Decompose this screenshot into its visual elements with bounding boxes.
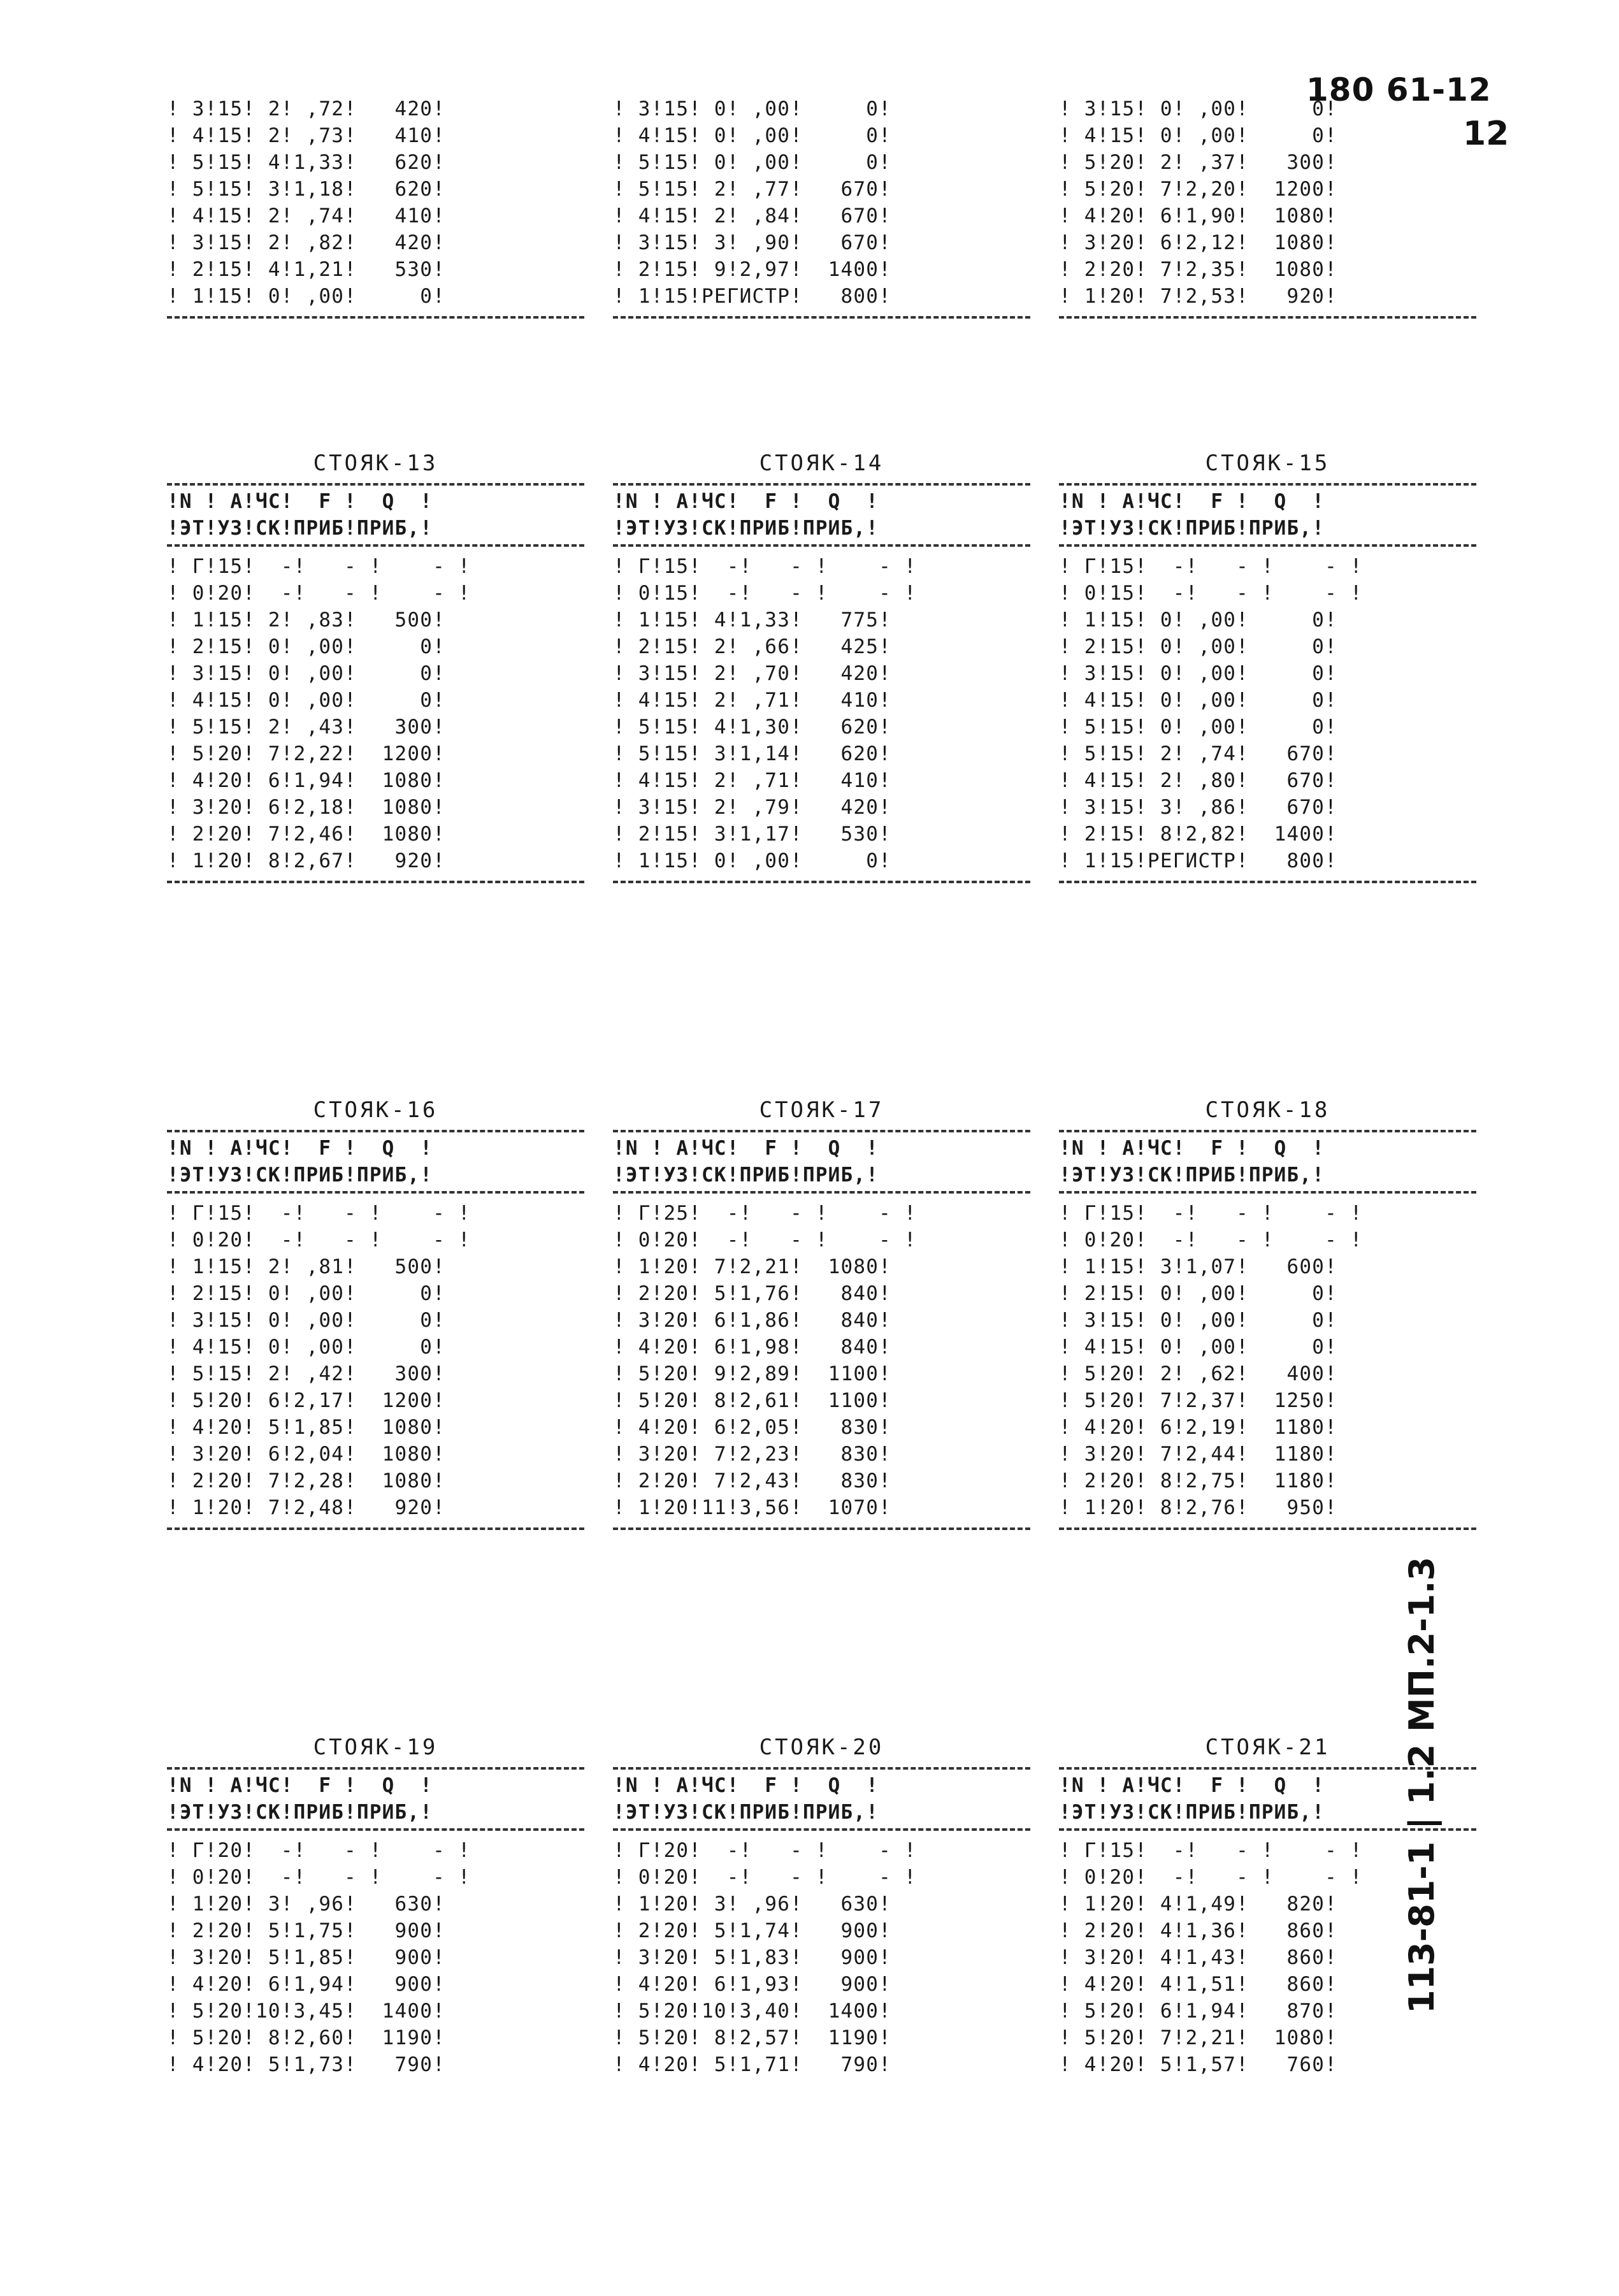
table-row: ! 0!20! -! - ! - ! [167,1229,471,1252]
table-row: ! Г!20! -! - ! - ! [613,1839,917,1862]
dashed-divider [613,881,1030,883]
table-title: СТОЯК-20 [759,1735,884,1760]
dashed-divider [1059,1828,1476,1831]
table-row: ! 3!15! 2! ,79! 420! [613,796,891,819]
table-row: ! 3!15! 2! ,70! 420! [613,662,891,685]
table-row: ! 1!20! 3! ,96! 630! [167,1893,445,1916]
table-row: ! 0!15! -! - ! - ! [613,582,917,605]
table-row: ! 5!15! 2! ,77! 670! [613,178,891,201]
table-row: ! 0!20! -! - ! - ! [167,1866,471,1889]
table-row: ! 1!20! 7!2,53! 920! [1059,285,1337,308]
table-row: ! 5!15! 0! ,00! 0! [1059,716,1337,739]
table-row: ! 2!20! 7!2,28! 1080! [167,1469,445,1492]
table-row: ! 1!15! 0! ,00! 0! [613,849,891,872]
table-body [167,549,584,878]
dashed-divider [1059,1191,1476,1194]
dashed-divider [1059,1130,1476,1132]
continuation-table [613,96,1030,321]
table-row: ! 2!15! 8!2,82! 1400! [1059,823,1337,846]
column-header: !N ! А!ЧС! F ! Q ! [613,490,879,513]
table-row: ! 4!15! 0! ,00! 0! [1059,1336,1337,1359]
table-title: СТОЯК-14 [759,451,884,476]
table-row: ! 4!20! 4!1,51! 860! [1059,1973,1337,1996]
table-row: ! 2!15! 3!1,17! 530! [613,823,891,846]
table-row: ! 4!15! 2! ,71! 410! [613,769,891,792]
column-header: !N ! А!ЧС! F ! Q ! [167,1774,433,1797]
table-row: ! 5!15! 2! ,74! 670! [1059,742,1337,765]
table-row: ! 5!20!10!3,45! 1400! [167,2000,445,2023]
column-header: !ЭТ!УЗ!СК!ПРИБ!ПРИБ,! [1059,1164,1325,1187]
table-row: ! 5!20!10!3,40! 1400! [613,2000,891,2023]
table-row: ! 2!20! 5!1,74! 900! [613,1919,891,1942]
riser-table [1059,1093,1476,1533]
table-row: ! 3!20! 6!2,12! 1080! [1059,231,1337,254]
dashed-divider [613,1130,1030,1132]
table-title: СТОЯК-19 [313,1735,438,1760]
table-row: ! 5!20! 2! ,62! 400! [1059,1362,1337,1385]
table-row: ! 2!15! 0! ,00! 0! [1059,635,1337,658]
table-title: СТОЯК-16 [313,1097,438,1123]
table-row: ! 2!15! 2! ,66! 425! [613,635,891,658]
table-row: ! 0!20! -! - ! - ! [613,1229,917,1252]
table-row: ! 1!15!РЕГИСТР! 800! [1059,849,1337,872]
continuation-table [167,96,584,321]
column-header: !ЭТ!УЗ!СК!ПРИБ!ПРИБ,! [613,1801,879,1824]
column-header: !ЭТ!УЗ!СК!ПРИБ!ПРИБ,! [167,1164,433,1187]
table-row: ! 0!20! -! - ! - ! [613,1866,917,1889]
column-header: !N ! А!ЧС! F ! Q ! [613,1137,879,1160]
table-row: ! Г!15! -! - ! - ! [1059,1839,1363,1862]
table-row: ! 2!20! 7!2,35! 1080! [1059,258,1337,281]
table-body [613,96,1030,314]
table-row: ! 2!15! 0! ,00! 0! [167,1282,445,1305]
table-row: ! 3!20! 5!1,83! 900! [613,1946,891,1969]
table-title: СТОЯК-18 [1205,1097,1330,1123]
table-row: ! 5!15! 2! ,43! 300! [167,716,445,739]
table-body [167,96,584,314]
table-row: ! 5!15! 4!1,33! 620! [167,151,445,174]
table-row: ! 3!15! 0! ,00! 0! [1059,97,1337,120]
table-row: ! 4!15! 2! ,80! 670! [1059,769,1337,792]
table-row: ! 5!20! 6!2,17! 1200! [167,1389,445,1412]
table-title: СТОЯК-15 [1205,451,1330,476]
table-row: ! 5!20! 7!2,22! 1200! [167,742,445,765]
table-row: ! 2!15! 9!2,97! 1400! [613,258,891,281]
table-row: ! 1!15! 2! ,83! 500! [167,609,445,632]
table-row: ! 4!20! 6!1,98! 840! [613,1336,891,1359]
dashed-divider [613,1828,1030,1831]
table-row: ! 4!20! 6!2,05! 830! [613,1416,891,1439]
table-row: ! Г!15! -! - ! - ! [613,555,917,578]
dashed-divider [613,483,1030,486]
table-row: ! 1!15! 0! ,00! 0! [1059,609,1337,632]
dashed-divider [613,1191,1030,1194]
table-row: ! Г!20! -! - ! - ! [167,1839,471,1862]
column-header: !N ! А!ЧС! F ! Q ! [1059,1774,1325,1797]
table-row: ! Г!15! -! - ! - ! [1059,555,1363,578]
table-row: ! 3!15! 3! ,90! 670! [613,231,891,254]
table-row: ! 4!20! 6!1,94! 1080! [167,769,445,792]
table-body [613,549,1030,878]
dashed-divider [613,1527,1030,1530]
column-header: !N ! А!ЧС! F ! Q ! [1059,490,1325,513]
table-row: ! 3!15! 0! ,00! 0! [1059,1309,1337,1332]
table-body [1059,1196,1476,1525]
table-row: ! Г!25! -! - ! - ! [613,1202,917,1225]
table-row: ! 0!20! -! - ! - ! [167,582,471,605]
dashed-divider [167,1527,584,1530]
table-row: ! 4!20! 6!1,93! 900! [613,1973,891,1996]
table-row: ! Г!15! -! - ! - ! [167,555,471,578]
table-row: ! 4!15! 0! ,00! 0! [1059,124,1337,147]
document-reference: 180 61-12 [1306,71,1492,108]
table-row: ! 4!15! 2! ,71! 410! [613,689,891,712]
table-row: ! 1!20! 8!2,67! 920! [167,849,445,872]
dashed-divider [167,483,584,486]
table-row: ! 4!15! 0! ,00! 0! [613,124,891,147]
riser-table [613,1093,1030,1533]
dashed-divider [1059,1527,1476,1530]
table-row: ! 1!20! 7!2,48! 920! [167,1496,445,1519]
table-title: СТОЯК-21 [1205,1735,1330,1760]
table-row: ! 5!20! 8!2,60! 1190! [167,2026,445,2049]
table-row: ! 5!20! 7!2,21! 1080! [1059,2026,1337,2049]
table-row: ! 1!20! 3! ,96! 630! [613,1893,891,1916]
table-row: ! 1!20! 4!1,49! 820! [1059,1893,1337,1916]
riser-table [167,446,584,886]
dashed-divider [167,881,584,883]
table-body [167,1833,584,2082]
table-row: ! 5!15! 3!1,14! 620! [613,742,891,765]
side-stamp: 113-81-1 | 1.2 МП.2-1.3 [1402,1556,1442,2014]
table-row: ! 1!20!11!3,56! 1070! [613,1496,891,1519]
table-row: ! 5!20! 8!2,57! 1190! [613,2026,891,2049]
table-title: СТОЯК-17 [759,1097,884,1123]
table-body [613,1196,1030,1525]
dashed-divider [1059,1767,1476,1770]
table-row: ! 2!15! 0! ,00! 0! [167,635,445,658]
dashed-divider [613,544,1030,547]
table-row: ! 4!20! 6!1,94! 900! [167,1973,445,1996]
table-row: ! 4!20! 5!1,71! 790! [613,2053,891,2076]
table-row: ! 4!15! 2! ,84! 670! [613,205,891,227]
table-row: ! 1!15! 0! ,00! 0! [167,285,445,308]
table-row: ! 3!20! 7!2,23! 830! [613,1443,891,1466]
table-row: ! 3!15! 3! ,86! 670! [1059,796,1337,819]
table-row: ! 2!20! 5!1,75! 900! [167,1919,445,1942]
table-row: ! Г!15! -! - ! - ! [167,1202,471,1225]
dashed-divider [613,1767,1030,1770]
riser-table [613,446,1030,886]
dashed-divider [167,1191,584,1194]
table-row: ! 1!15!РЕГИСТР! 800! [613,285,891,308]
table-title: СТОЯК-13 [313,451,438,476]
table-row: ! 0!20! -! - ! - ! [1059,1229,1363,1252]
column-header: !ЭТ!УЗ!СК!ПРИБ!ПРИБ,! [613,517,879,540]
table-row: ! 1!15! 3!1,07! 600! [1059,1255,1337,1278]
column-header: !N ! А!ЧС! F ! Q ! [167,490,433,513]
page-number: 12 [1463,115,1509,153]
riser-table [167,1730,584,2082]
table-row: ! 2!20! 7!2,43! 830! [613,1469,891,1492]
dashed-divider [613,316,1030,319]
column-header: !ЭТ!УЗ!СК!ПРИБ!ПРИБ,! [613,1164,879,1187]
column-header: !N ! А!ЧС! F ! Q ! [1059,1137,1325,1160]
dashed-divider [1059,483,1476,486]
table-row: ! 1!15! 2! ,81! 500! [167,1255,445,1278]
table-row: ! 2!20! 7!2,46! 1080! [167,823,445,846]
table-row: ! 3!15! 2! ,82! 420! [167,231,445,254]
table-row: ! 4!20! 6!1,90! 1080! [1059,205,1337,227]
table-row: ! 4!20! 5!1,73! 790! [167,2053,445,2076]
dashed-divider [167,544,584,547]
table-row: ! Г!15! -! - ! - ! [1059,1202,1363,1225]
table-row: ! 4!20! 5!1,57! 760! [1059,2053,1337,2076]
table-row: ! 5!20! 8!2,61! 1100! [613,1389,891,1412]
table-body [167,1196,584,1525]
table-row: ! 4!15! 0! ,00! 0! [167,689,445,712]
table-row: ! 1!20! 8!2,76! 950! [1059,1496,1337,1519]
table-row: ! 5!15! 0! ,00! 0! [613,151,891,174]
column-header: !ЭТ!УЗ!СК!ПРИБ!ПРИБ,! [167,1801,433,1824]
table-row: ! 4!15! 0! ,00! 0! [1059,689,1337,712]
table-row: ! 3!20! 7!2,44! 1180! [1059,1443,1337,1466]
table-body [613,1833,1030,2082]
table-row: ! 5!20! 7!2,20! 1200! [1059,178,1337,201]
riser-table [613,1730,1030,2082]
table-row: ! 5!15! 4!1,30! 620! [613,716,891,739]
table-row: ! 3!20! 5!1,85! 900! [167,1946,445,1969]
table-row: ! 5!20! 2! ,37! 300! [1059,151,1337,174]
table-row: ! 3!15! 0! ,00! 0! [167,1309,445,1332]
table-body [1059,1833,1476,2082]
table-row: ! 0!15! -! - ! - ! [1059,582,1363,605]
column-header: !ЭТ!УЗ!СК!ПРИБ!ПРИБ,! [1059,1801,1325,1824]
dashed-divider [1059,881,1476,883]
table-row: ! 3!15! 0! ,00! 0! [167,662,445,685]
table-row: ! 3!15! 0! ,00! 0! [1059,662,1337,685]
table-row: ! 4!15! 2! ,74! 410! [167,205,445,227]
table-row: ! 3!20! 6!1,86! 840! [613,1309,891,1332]
table-row: ! 3!20! 4!1,43! 860! [1059,1946,1337,1969]
table-row: ! 3!15! 0! ,00! 0! [613,97,891,120]
column-header: !N ! А!ЧС! F ! Q ! [613,1774,879,1797]
riser-table [167,1093,584,1533]
table-body [1059,96,1476,314]
table-row: ! 5!20! 7!2,37! 1250! [1059,1389,1337,1412]
table-row: ! 4!15! 2! ,73! 410! [167,124,445,147]
table-row: ! 2!20! 4!1,36! 860! [1059,1919,1337,1942]
table-row: ! 2!20! 5!1,76! 840! [613,1282,891,1305]
table-row: ! 2!20! 8!2,75! 1180! [1059,1469,1337,1492]
table-row: ! 4!20! 5!1,85! 1080! [167,1416,445,1439]
table-row: ! 4!20! 6!2,19! 1180! [1059,1416,1337,1439]
table-row: ! 2!15! 4!1,21! 530! [167,258,445,281]
table-row: ! 4!15! 0! ,00! 0! [167,1336,445,1359]
table-row: ! 1!15! 4!1,33! 775! [613,609,891,632]
table-row: ! 1!20! 7!2,21! 1080! [613,1255,891,1278]
dashed-divider [167,316,584,319]
dashed-divider [167,1130,584,1132]
column-header: !ЭТ!УЗ!СК!ПРИБ!ПРИБ,! [1059,517,1325,540]
table-body [1059,549,1476,878]
table-row: ! 0!20! -! - ! - ! [1059,1866,1363,1889]
continuation-table [1059,96,1476,321]
table-row: ! 5!20! 9!2,89! 1100! [613,1362,891,1385]
dashed-divider [1059,544,1476,547]
column-header: !N ! А!ЧС! F ! Q ! [167,1137,433,1160]
column-header: !ЭТ!УЗ!СК!ПРИБ!ПРИБ,! [167,517,433,540]
table-row: ! 5!15! 2! ,42! 300! [167,1362,445,1385]
dashed-divider [167,1828,584,1831]
table-row: ! 3!20! 6!2,04! 1080! [167,1443,445,1466]
dashed-divider [1059,316,1476,319]
riser-table [1059,1730,1476,2082]
table-row: ! 2!15! 0! ,00! 0! [1059,1282,1337,1305]
table-row: ! 3!20! 6!2,18! 1080! [167,796,445,819]
table-row: ! 5!15! 3!1,18! 620! [167,178,445,201]
dashed-divider [167,1767,584,1770]
table-row: ! 5!20! 6!1,94! 870! [1059,2000,1337,2023]
table-row: ! 3!15! 2! ,72! 420! [167,97,445,120]
riser-table [1059,446,1476,886]
